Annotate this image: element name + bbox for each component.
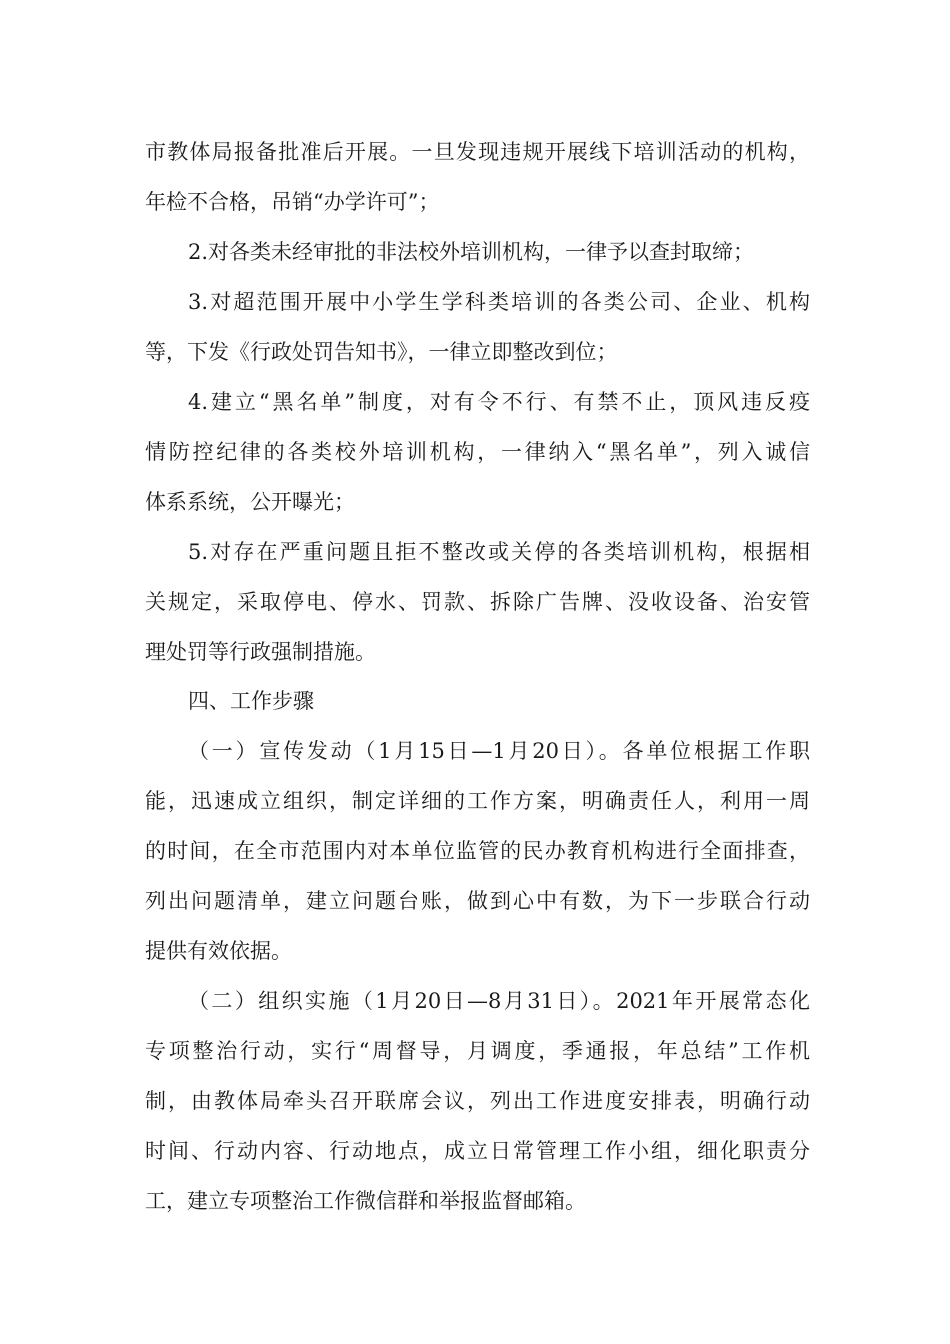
text-line: 等，下发《行政处罚告知书》，一律立即整改到位； (145, 340, 618, 364)
text-line: 专项整治行动，实行“周督导，月调度，季通报，年总结”工作机 (145, 1039, 810, 1063)
text-line: 工，建立专项整治工作微信群和举报监督邮箱。 (145, 1189, 586, 1213)
section-heading: 四、工作步骤 (188, 689, 314, 713)
text-line: 年检不合格，吊销“办学许可”； (145, 190, 440, 214)
text-line: 理处罚等行政强制措施。 (145, 640, 376, 664)
text-line: 体系系统，公开曝光； (145, 490, 355, 514)
text-line: 提供有效依据。 (145, 939, 292, 963)
text-line: 制，由教体局牵头召开联席会议，列出工作进度安排表，明确行动 (145, 1089, 810, 1113)
text-line: 列出问题清单，建立问题台账，做到心中有数，为下一步联合行动 (145, 889, 810, 913)
text-line: 2.对各类未经审批的非法校外培训机构，一律予以查封取缔； (188, 240, 755, 264)
text-line: 能，迅速成立组织，制定详细的工作方案，明确责任人，利用一周 (145, 789, 810, 813)
text-line: 3.对超范围开展中小学生学科类培训的各类公司、企业、机构 (188, 290, 810, 314)
text-line: （二）组织实施（1月20日—8月31日）。2021年开展常态化 (188, 989, 810, 1013)
text-line: 时间、行动内容、行动地点，成立日常管理工作小组，细化职责分 (145, 1139, 810, 1163)
text-line: 5.对存在严重问题且拒不整改或关停的各类培训机构，根据相 (188, 540, 810, 564)
text-line: 4.建立“黑名单”制度，对有令不行、有禁不止，顶风违反疫 (188, 390, 810, 414)
text-line: 市教体局报备批准后开展。一旦发现违规开展线下培训活动的机构， (145, 140, 810, 164)
text-line: （一）宣传发动（1月15日—1月20日）。各单位根据工作职 (188, 739, 810, 763)
text-line: 的时间，在全市范围内对本单位监管的民办教育机构进行全面排查， (145, 839, 810, 863)
text-line: 关规定，采取停电、停水、罚款、拆除广告牌、没收设备、治安管 (145, 590, 810, 614)
text-line: 情防控纪律的各类校外培训机构，一律纳入“黑名单”，列入诚信 (145, 440, 810, 464)
